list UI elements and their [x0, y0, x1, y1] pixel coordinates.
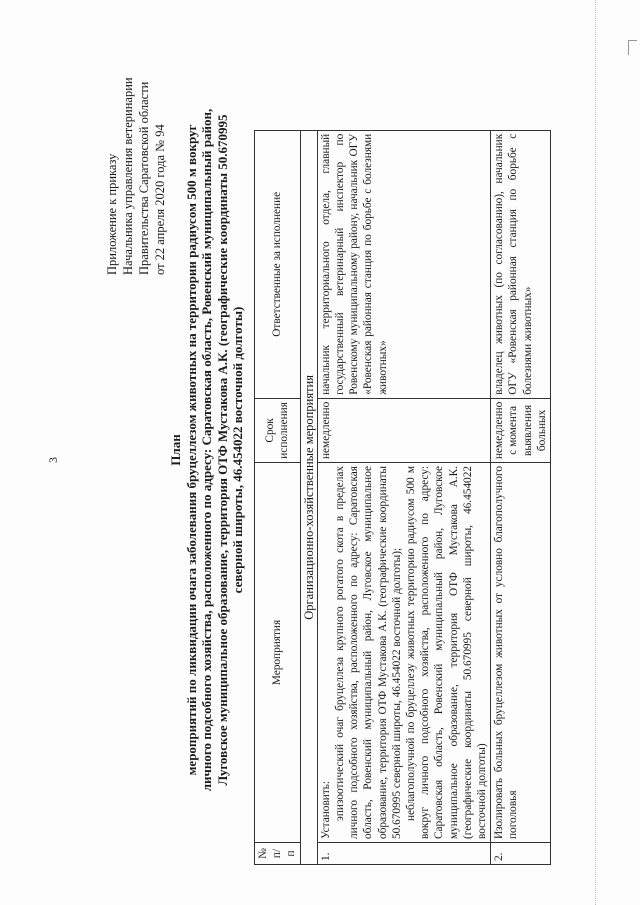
section-row [300, 130, 317, 864]
appendix-block [104, 15, 168, 275]
header-action: Мероприятия [255, 463, 301, 843]
header-num: № п/п [255, 843, 301, 865]
row-term: немедленно [317, 398, 490, 462]
header-responsible: Ответственные за исполнение [255, 130, 301, 398]
page-number: 3 [46, 457, 60, 463]
header-term: Срок исполнения [255, 398, 301, 462]
table-row [491, 130, 551, 864]
row-term: немедленно с момента выявления больных [491, 398, 551, 462]
table-header-row [255, 130, 301, 864]
plan-table [254, 130, 551, 865]
appendix-line: от 22 апреля 2020 года № 94 [153, 124, 167, 275]
action-intro: Установить: [319, 780, 332, 839]
title-line: северной широты, 46.454022 восточной долготы) [230, 306, 245, 594]
appendix-line: Правительства Саратовской области [137, 81, 151, 275]
appendix-line: Начальника управления ветеринарии [121, 77, 135, 275]
appendix-line: Приложение к приказу [105, 153, 119, 275]
row-action: Изолировать больных бруцеллезом животных от условно благополучного поголовья [491, 463, 551, 843]
row-responsible: владелец животных (по согласованию), начальник ОГУ «Ровенская районная станция по борьбе с болезнями животных» [491, 130, 551, 398]
row-responsible: начальник территориального отдела, главный государственный ветеринарный инспектор по Ровенскому муниципальному району, начальник ОГУ «Ровенская районная станция по борьбе с болезнями животных» [317, 130, 490, 398]
row-num: 2. [491, 843, 551, 865]
title-line: Луговское муниципальное образование, территория ОТФ Мустакова А.К. (географические координаты 50.670995 [214, 114, 230, 786]
document-title [168, 25, 246, 875]
title-heading: План [168, 434, 183, 466]
row-action [317, 463, 490, 843]
row-num: 1. [317, 843, 490, 865]
table-row [317, 130, 490, 864]
action-paragraph: неблагополучной по бруцеллезу животных территорию радиусом 500 м вокруг личного подсобного хозяйства, расположенного по адресу: Саратовская область, Ровенский муниципальный район, Луговское муниципальное образование, территория ОТФ Мустакова А.К. (географические координаты 50.670995 северной широты, 46.454022 восточной долготы) [405, 466, 489, 839]
section-title: Организационно-хозяйственные мероприятия [300, 130, 317, 864]
title-line: личного подсобного хозяйства, расположенного по адресу: Саратовская область, Ровенский муниципальный район, [199, 108, 214, 792]
title-line: мероприятий по ликвидации очага заболевания бруцеллезом животных на территории радиусом 500 м вокруг [183, 124, 199, 776]
action-paragraph: эпизоотический очаг бруцеллеза крупного рогатого скота в пределах личного подсобного хозяйства, расположенного по адресу: Саратовская область, Ровенский муниципальный район, Луговское муниципальное образование, территория ОТФ Мустакова А.К. (географические координаты 50.670995 северной широты, 46.454022 восточной долготы); [334, 466, 403, 839]
